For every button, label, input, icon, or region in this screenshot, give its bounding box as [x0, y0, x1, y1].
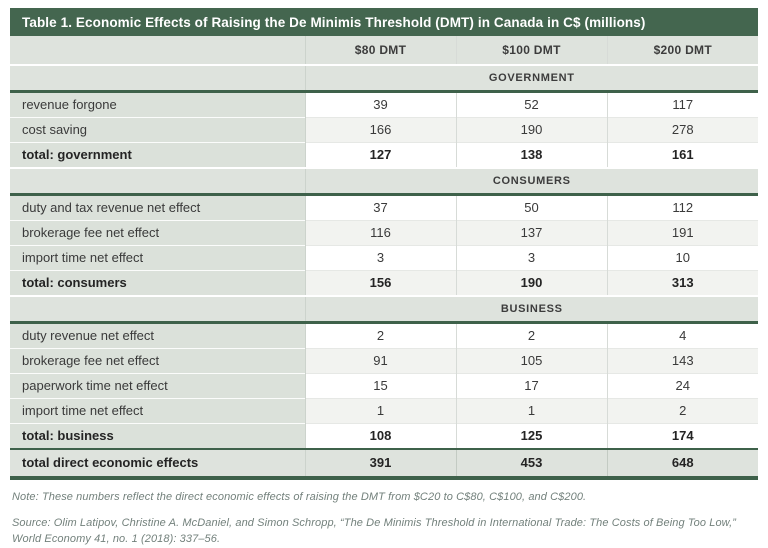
table-row [10, 118, 758, 143]
row-label: total: government [10, 143, 305, 169]
section-title: BUSINESS [305, 296, 758, 323]
cell-value: 112 [607, 195, 758, 221]
section-header-consumers [10, 168, 758, 195]
cell-value: 138 [456, 143, 607, 169]
table-title: Table 1. Economic Effects of Raising the De Minimis Threshold (DMT) in Canada in C$ (millions) [10, 8, 758, 36]
cell-value: 313 [607, 271, 758, 297]
cell-value: 191 [607, 221, 758, 246]
table-note: Note: These numbers reflect the direct economic effects of raising the DMT from $C20 to C$80, C$100, and C$200. [12, 491, 587, 503]
cell-value: 4 [607, 323, 758, 349]
row-label: revenue forgone [10, 92, 305, 118]
cell-value: 2 [456, 323, 607, 349]
column-header-row [10, 36, 758, 65]
title-row [10, 8, 758, 36]
section-spacer [10, 65, 305, 92]
cell-value: 108 [305, 424, 456, 450]
cell-value: 143 [607, 349, 758, 374]
row-label: total: business [10, 424, 305, 450]
cell-value: 17 [456, 374, 607, 399]
row-label: cost saving [10, 118, 305, 143]
cell-value: 2 [607, 399, 758, 424]
cell-value: 1 [305, 399, 456, 424]
total-row-government [10, 143, 758, 169]
row-label: import time net effect [10, 399, 305, 424]
cell-value: 190 [456, 271, 607, 297]
cell-value: 278 [607, 118, 758, 143]
cell-value: 453 [456, 449, 607, 478]
row-label: total: consumers [10, 271, 305, 297]
cell-value: 50 [456, 195, 607, 221]
cell-value: 15 [305, 374, 456, 399]
cell-value: 3 [456, 246, 607, 271]
row-label: import time net effect [10, 246, 305, 271]
row-label: brokerage fee net effect [10, 349, 305, 374]
column-header-empty [10, 36, 305, 65]
cell-value: 137 [456, 221, 607, 246]
table-row [10, 349, 758, 374]
cell-value: 3 [305, 246, 456, 271]
cell-value: 1 [456, 399, 607, 424]
cell-value: 116 [305, 221, 456, 246]
row-label: duty revenue net effect [10, 323, 305, 349]
row-label: total direct economic effects [10, 449, 305, 478]
cell-value: 117 [607, 92, 758, 118]
cell-value: 190 [456, 118, 607, 143]
section-header-business [10, 296, 758, 323]
cell-value: 166 [305, 118, 456, 143]
section-title: CONSUMERS [305, 168, 758, 195]
cell-value: 156 [305, 271, 456, 297]
cell-value: 648 [607, 449, 758, 478]
cell-value: 91 [305, 349, 456, 374]
table-row [10, 246, 758, 271]
table-source: Source: Olim Latipov, Christine A. McDaniel, and Simon Schropp, “The De Minimis Threshold in International Trade: The Costs of Being Too Low,” World Economy 41, no. 1 (2018): 337–56. [12, 516, 737, 545]
row-label: brokerage fee net effect [10, 221, 305, 246]
table-row [10, 374, 758, 399]
cell-value: 125 [456, 424, 607, 450]
cell-value: 24 [607, 374, 758, 399]
total-row-consumers [10, 271, 758, 297]
total-row-business [10, 424, 758, 450]
grand-total-row [10, 449, 758, 478]
cell-value: 37 [305, 195, 456, 221]
cell-value: 391 [305, 449, 456, 478]
cell-value: 52 [456, 92, 607, 118]
cell-value: 39 [305, 92, 456, 118]
row-label: duty and tax revenue net effect [10, 195, 305, 221]
table-row [10, 323, 758, 349]
cell-value: 10 [607, 246, 758, 271]
cell-value: 161 [607, 143, 758, 169]
cell-value: 174 [607, 424, 758, 450]
section-spacer [10, 168, 305, 195]
cell-value: 105 [456, 349, 607, 374]
section-spacer [10, 296, 305, 323]
row-label: paperwork time net effect [10, 374, 305, 399]
column-header-200dmt: $200 DMT [607, 36, 758, 65]
section-header-government [10, 65, 758, 92]
economic-effects-table [10, 8, 758, 480]
table-row [10, 221, 758, 246]
table-row [10, 195, 758, 221]
cell-value: 2 [305, 323, 456, 349]
column-header-80dmt: $80 DMT [305, 36, 456, 65]
table-row [10, 92, 758, 118]
column-header-100dmt: $100 DMT [456, 36, 607, 65]
table-row [10, 399, 758, 424]
section-title: GOVERNMENT [305, 65, 758, 92]
cell-value: 127 [305, 143, 456, 169]
